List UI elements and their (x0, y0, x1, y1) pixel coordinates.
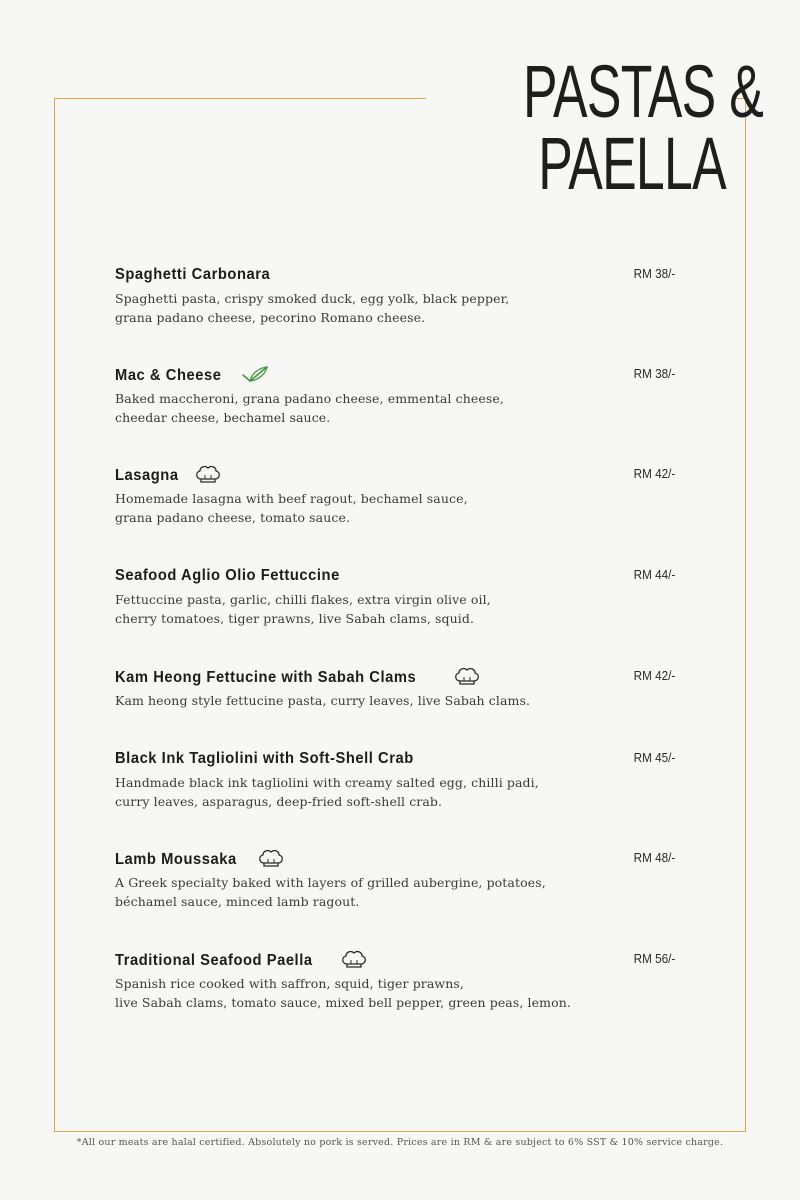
menu-item-name: Traditional Seafood Paella (115, 952, 313, 969)
menu-item (115, 464, 675, 527)
chef-hat-icon (339, 949, 369, 969)
menu-item-description-line: live Sabah clams, tomato sauce, mixed bell pepper, green peas, lemon. (115, 995, 571, 1010)
menu-item-header (115, 464, 675, 488)
menu-item-price: RM 38/- (633, 266, 675, 281)
menu-item-description-line: curry leaves, asparagus, deep-fried soft-shell crab. (115, 794, 443, 809)
menu-item-name: Mac & Cheese (115, 367, 222, 384)
menu-item-description (115, 389, 675, 427)
menu-item-description (115, 590, 675, 628)
menu-item-name: Spaghetti Carbonara (115, 266, 271, 283)
menu-item-header (115, 848, 675, 872)
menu-item (115, 949, 675, 1012)
menu-item-name: Seafood Aglio Olio Fettuccine (115, 567, 340, 584)
menu-item (115, 848, 675, 911)
menu-item-description-line: Handmade black ink tagliolini with creamy salted egg, chilli padi, (115, 775, 539, 790)
menu-item-header (115, 565, 675, 589)
vegetarian-leaf-icon (240, 364, 270, 384)
menu-item-description-line: grana padano cheese, pecorino Romano cheese. (115, 310, 426, 325)
menu-item (115, 748, 675, 811)
menu-item-description-line: Spaghetti pasta, crispy smoked duck, egg yolk, black pepper, (115, 291, 510, 306)
menu-item-header (115, 666, 675, 690)
menu-item-header (115, 264, 675, 288)
page-title-line-2: PAELLA (538, 122, 726, 205)
menu-item-header (115, 949, 675, 973)
menu-item-description-line: Fettuccine pasta, garlic, chilli flakes, extra virgin olive oil, (115, 592, 491, 607)
menu-item-description (115, 773, 675, 811)
menu-item-price: RM 45/- (633, 750, 675, 765)
menu-item-price: RM 38/- (633, 366, 675, 381)
menu-item-name: Kam Heong Fettucine with Sabah Clams (115, 669, 417, 686)
menu-item-header (115, 748, 675, 772)
chef-hat-icon (452, 666, 482, 686)
menu-item-price: RM 42/- (633, 668, 675, 683)
menu-item-description (115, 289, 675, 327)
menu-item-description-line: grana padano cheese, tomato sauce. (115, 510, 351, 525)
menu-item-description-line: Homemade lasagna with beef ragout, bechamel sauce, (115, 491, 468, 506)
page-title-line-1: PASTAS & (523, 50, 764, 133)
menu-item-description-line: cherry tomatoes, tiger prawns, live Sabah clams, squid. (115, 611, 475, 626)
menu-item (115, 364, 675, 427)
menu-item (115, 565, 675, 628)
menu-item-description (115, 691, 675, 710)
menu-item-description (115, 974, 675, 1012)
chef-hat-icon (256, 848, 286, 868)
menu-item-description-line: A Greek specialty baked with layers of grilled aubergine, potatoes, (115, 875, 546, 890)
menu-item-description (115, 873, 675, 911)
menu-item-price: RM 42/- (633, 466, 675, 481)
menu-item-description-line: Kam heong style fettucine pasta, curry leaves, live Sabah clams. (115, 693, 531, 708)
menu-item (115, 264, 675, 327)
chef-hat-icon (193, 464, 223, 484)
menu-item-description-line: béchamel sauce, minced lamb ragout. (115, 894, 360, 909)
menu-item (115, 666, 675, 710)
menu-item-header (115, 364, 675, 388)
menu-item-description (115, 489, 675, 527)
menu-item-price: RM 44/- (633, 567, 675, 582)
menu-item-name: Black Ink Tagliolini with Soft-Shell Crab (115, 750, 414, 767)
menu-item-name: Lamb Moussaka (115, 851, 237, 868)
menu-item-price: RM 56/- (633, 951, 675, 966)
menu-item-description-line: Baked maccheroni, grana padano cheese, emmental cheese, (115, 391, 504, 406)
menu-item-price: RM 48/- (633, 850, 675, 865)
menu-item-description-line: cheedar cheese, bechamel sauce. (115, 410, 331, 425)
page-title (426, 50, 764, 205)
menu-item-description-line: Spanish rice cooked with saffron, squid, tiger prawns, (115, 976, 464, 991)
footnote: *All our meats are halal certified. Absolutely no pork is served. Prices are in RM & are subject to 6% SST & 10% service charge. (76, 1137, 724, 1148)
menu-item-name: Lasagna (115, 467, 179, 484)
